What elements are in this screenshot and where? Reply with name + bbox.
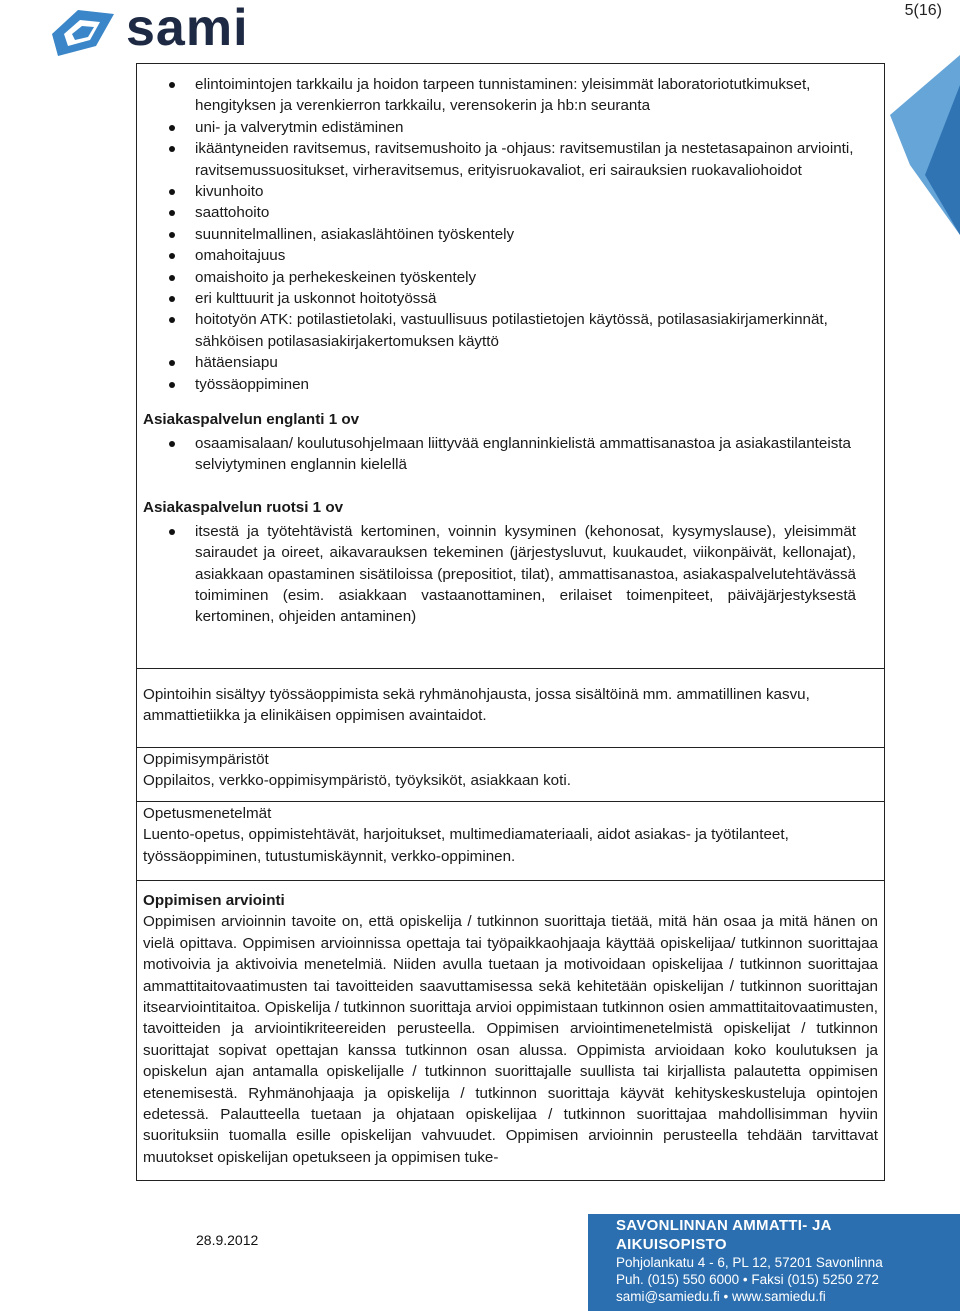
list-item: omahoitajuus: [137, 245, 870, 266]
content-box-environments: [136, 747, 885, 802]
swedish-heading: Asiakaspalvelun ruotsi 1 ov: [143, 499, 344, 517]
list-item: elintoimintojen tarkkailu ja hoidon tarpeen tunnistaminen: yleisimmät laboratoriotutkimukset, hengityksen ja verenkierron tarkkailu, verensokerin ja hb:n seuranta: [137, 74, 870, 117]
logo-wordmark: sami: [126, 0, 249, 57]
assessment-text: Oppimisen arvioinnin tavoite on, että opiskelija / tutkinnon suorittaja tietää, mitä hän osaa ja mitä hänen on vielä opittava. Oppimisen arvioinnissa opettaja tai työpaikkaohjaaja käyttää opiskelijaa/ tutkinnon suorittajaa motivoivia ja aktivoivia menetelmiä. Niiden avulla tuetaan ja motivoidaan opiskelijaa / tutkinnon suorittajaa ammattitaitovaatimusten tai tavoitteiden saavuttamisessa sekä kehitetään opiskelijan / tutkinnon suorittajan itsearviointitaitoa. Opiskelija / tutkinnon suorittaja arvioi oppimistaan tutkinnon osien ammattitaitovaatimusten, tavoitteiden ja arviointikriteereiden perusteella. Oppimisen arviointimenetelmistä opiskelijat / tutkinnon suorittajat sopivat opettajan kanssa tutkinnon osan alussa. Oppimista arvioidaan koko koulutuksen ja opiskelun ajan antamalla opiskelijalle / tutkinnon suorittajalle suullista tai kirjallista palautetta oppimisen etenemisestä. Ryhmänohjaaja ja opiskelija / tutkinnon suorittaja käyvät kehityskeskusteluja opintojen edetessä. Palautteella tuetaan ja ohjataan opiskelijaa / tutkinnon suorittajaa mahdollisimman hyviin suorituksiin tuomalla esille opiskelijan vahvuudet. Oppimisen arvioinnin perusteella tehdään tarvittavat muutokset opiskelijan opetukseen ja oppimisen tuke-: [143, 913, 878, 1166]
work-learning-text: Opintoihin sisältyy työssäoppimista sekä ryhmänohjausta, jossa sisältöinä mm. ammatillinen kasvu, ammattietiikka ja elinikäisen oppimisen avaintaidot.: [143, 686, 810, 725]
assessment-title: Oppimisen arviointi: [143, 892, 285, 909]
list-item: työssäoppiminen: [137, 374, 870, 395]
list-item: uni- ja valverytmin edistäminen: [137, 117, 870, 138]
content-box-topics: [136, 63, 885, 669]
assessment-block: [137, 880, 884, 1168]
list-item: kivunhoito: [137, 181, 870, 202]
school-name: SAVONLINNAN AMMATTI- JA AIKUISOPISTO: [616, 1217, 832, 1253]
list-item: itsestä ja työtehtävistä kertominen, voinnin kysyminen (kehonosat, kysymyslause), yleisimmät sairaudet ja oireet, aikavarauksen tekeminen (järjestysluvut, kuukaudet, viikonpäivät, kellonajat), asiakkaan opastaminen sisätiloissa (prepositiot, tilat), ammattisanastoa, asiakaspalvelutehtävässä toimiminen (esim. asiakkaan vastaanottaminen, erilaiset toimenpiteet, päiväjärjestyksestä kertominen, ohjeiden antaminen): [137, 521, 870, 628]
content-box-work-learning: [136, 668, 885, 748]
methods-text: Luento-opetus, oppimistehtävät, harjoitukset, multimediamateriaali, aidot asiakas- ja työtilanteet, työssäoppiminen, tutustumiskäynnit, verkko-oppiminen.: [143, 826, 789, 865]
list-item: hätäensiapu: [137, 352, 870, 373]
methods-title: Opetusmenetelmät: [143, 805, 272, 822]
topics-list: [137, 64, 884, 395]
footer-contact: [616, 1216, 926, 1305]
school-web[interactable]: sami@samiedu.fi • www.samiedu.fi: [616, 1289, 826, 1304]
list-item: omaishoito ja perhekeskeinen työskentely: [137, 267, 870, 288]
sami-logo: [44, 0, 254, 60]
list-item: suunnitelmallinen, asiakaslähtöinen työskentely: [137, 224, 870, 245]
content-box-methods: [136, 801, 885, 881]
list-item: osaamisalaan/ koulutusohjelmaan liittyvää englanninkielistä ammattisanastoa ja asiakastilanteista selviytyminen englannin kielellä: [137, 433, 870, 476]
english-heading: Asiakaspalvelun englanti 1 ov: [143, 411, 360, 429]
environments-block: [137, 747, 884, 792]
methods-block: [137, 801, 884, 867]
school-address: Pohjolankatu 4 - 6, PL 12, 57201 Savonlinna: [616, 1255, 883, 1270]
list-item: ikääntyneiden ravitsemus, ravitsemushoito ja -ohjaus: ravitsemustilan ja nestetasapainon arviointi, ravitsemussuositukset, virheravitsemus, erityisruokavaliot, eri sairauksien ruokavaliohoidot: [137, 138, 870, 181]
content-box-assessment: [136, 880, 885, 1181]
corner-decoration: [880, 55, 960, 235]
environments-text: Oppilaitos, verkko-oppimisympäristö, työyksiköt, asiakkaan koti.: [143, 772, 571, 790]
list-item: eri kulttuurit ja uskonnot hoitotyössä: [137, 288, 870, 309]
english-list: [137, 431, 884, 476]
footer-date: 28.9.2012: [196, 1232, 259, 1248]
school-phone: Puh. (015) 550 6000 • Faksi (015) 5250 272: [616, 1272, 879, 1287]
environments-title: Oppimisympäristöt: [143, 751, 269, 768]
page-number: 5(16): [904, 2, 942, 19]
swedish-list: [137, 519, 884, 628]
list-item: hoitotyön ATK: potilastietolaki, vastuullisuus potilastietojen käytössä, potilasasiakirjamerkinnät, sähköisen potilasasiakirjakertomuksen käyttö: [137, 309, 870, 352]
sami-logo-icon: [44, 6, 124, 60]
list-item: saattohoito: [137, 202, 870, 223]
